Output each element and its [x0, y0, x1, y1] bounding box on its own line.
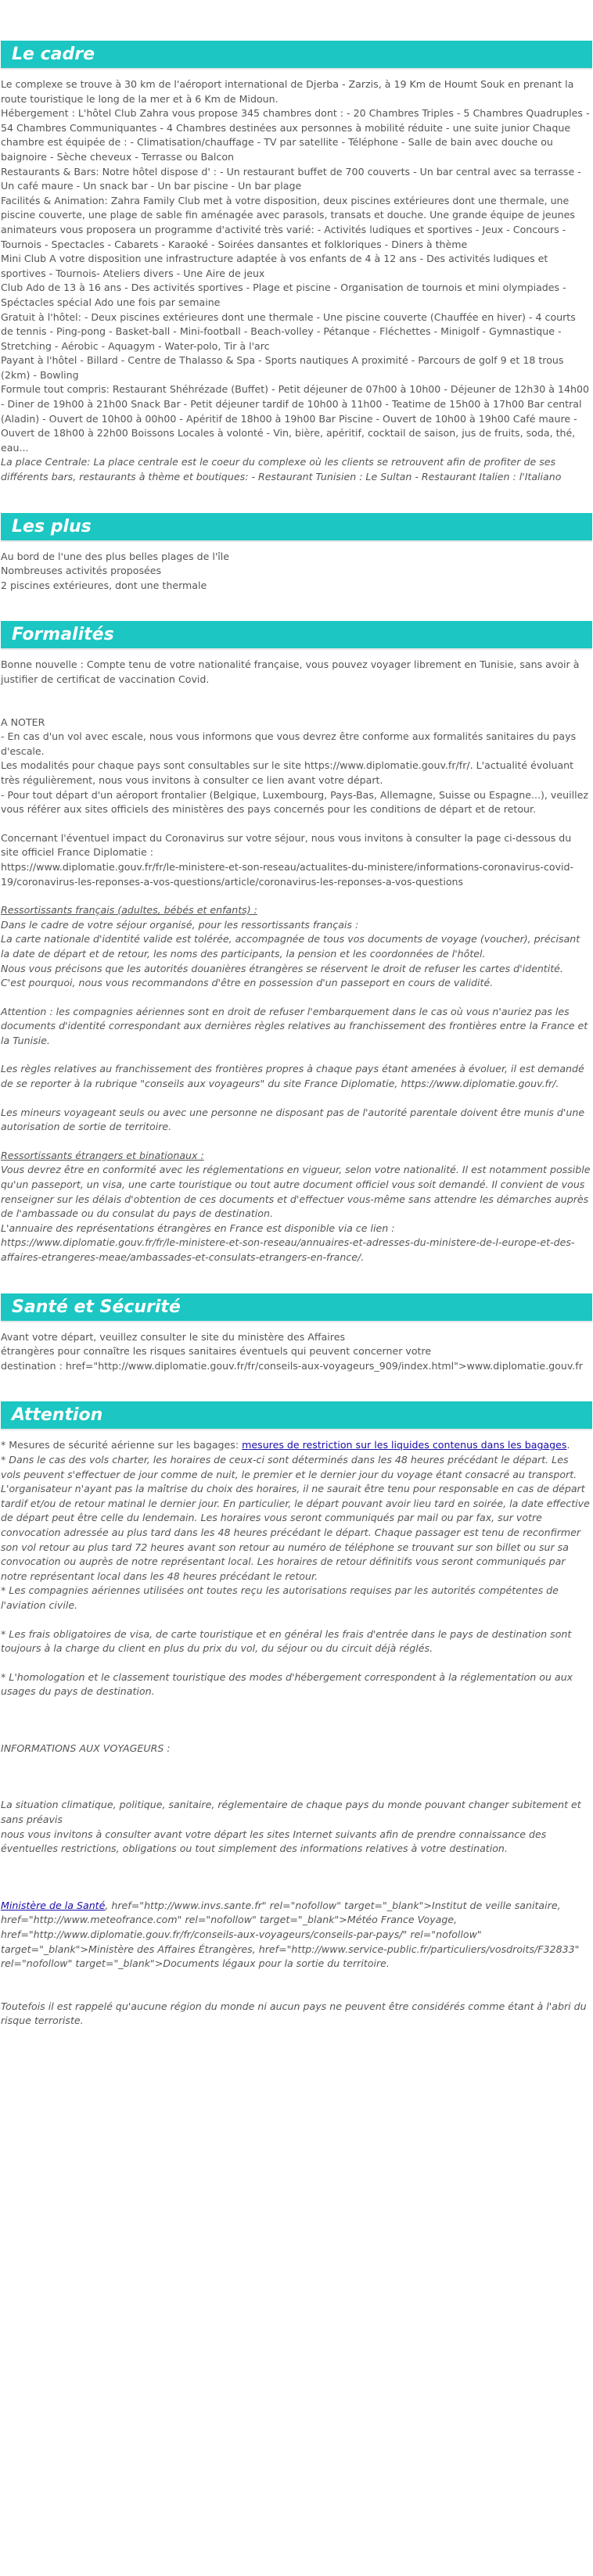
- attention-note: Attention : les compagnies aériennes sont en droit de refuser l'embarquement dans le cas où vous n'auriez pas les documents d'identité correspondant aux dernières règles relatives au franchissement des frontières entre la France et la Tunisie.: [1, 1005, 588, 1046]
- etr-line: L'annuaire des représentations étrangères en France est disponible via ce lien :: [1, 1222, 395, 1234]
- situation-line: nous vous invitons à consulter avant votre départ les sites Internet suivants afin de prendre connaissance des éventuelles restrictions, obligations ou tout simplement des informations relatives à votre destination.: [1, 1828, 547, 1855]
- etr-line: https://www.diplomatie.gouv.fr/fr/le-ministere-et-son-reseau/annuaires-et-adresses-du-ministere-de-l-europe-et-des-affaires-etrangeres-meae/ambassades-et-consulats-etrangers-en-france/.: [1, 1236, 575, 1263]
- terrorisme-note: Toutefois il est rappelé qu'aucune région du monde ni aucun pays ne peuvent être considérés comme étant à l'abri du risque terroriste.: [1, 2000, 587, 2027]
- cadre-line: Mini Club A votre disposition une infrastructure adaptée à vos enfants de 4 à 12 ans - Des activités ludiques et sportives - Tournois- Ateliers divers - Une Aire de jeux: [1, 253, 548, 279]
- bagages-prefix: * Mesures de sécurité aérienne sur les bagages:: [1, 1439, 243, 1451]
- bagages-restriction-link[interactable]: mesures de restriction sur les liquides contenus dans les bagages: [242, 1439, 567, 1451]
- plus-content: [1, 550, 592, 594]
- cadre-line: Payant à l'hôtel - Billard - Centre de Thalasso & Spa - Sports nautiques A proximité - Parcours de golf 9 et 18 trous (2km) - Bowling: [1, 354, 564, 381]
- etr-title: Ressortissants étrangers et binationaux :: [1, 1149, 204, 1161]
- plus-item: Nombreuses activités proposées: [1, 565, 162, 577]
- sante-links-rest: , href="http://www.invs.sante.fr" rel="nofollow" target="_blank">Institut de veille sanitaire, href="http://www.meteofrance.com" rel="nofollow" target="_blank">Météo France Voyage, href="http://www.diplomatie.gouv.fr/fr/conseils-aux-voyageurs/conseils-par-pays/" rel="nofollow" target="_blank">Ministère des Affaires Étrangères, href="http://www.service-public.fr/particuliers/vosdroits/F32833" rel="nofollow" target="_blank">Documents légaux pour la sortie du territoire.: [1, 1899, 580, 1970]
- section-title-cadre: Le cadre: [1, 41, 592, 70]
- cadre-content: [1, 77, 592, 485]
- fr-line: Dans le cadre de votre séjour organisé, pour les ressortissants français :: [1, 918, 359, 931]
- homologation-note: * L'homologation et le classement touristique des modes d'hébergement correspondent à la réglementation ou aux usages du pays de destination.: [1, 1670, 573, 1698]
- charter-note: * Dans le cas des vols charter, les horaires de ceux-ci sont déterminés dans les 48 heures précédant le départ. Les vols peuvent s'effectuer de jour comme de nuit, le premier et le dernier jour du voyage étant consacré au transport. L'organisateur n'ayant pas la maîtrise du choix des horaires, il ne saurait être tenu pour responsable en cas de départ tardif et/ou de retour matinal le dernier jour. En particulier, le départ pouvant avoir lieu tard en soirée, la date effective de départ peut être celle du lendemain. Les horaires vous seront communiqués par mail ou par fax, sur votre convocation adressée au plus tard dans les 48 heures précédant le départ. Chaque passager est tenu de reconfirmer son vol retour au plus tard 72 heures avant son retour au numéro de téléphone se trouvant sur son billet ou sur sa convocation ou auprès de notre représentant local. Les horaires de retour définitifs vous seront communiqués par notre représentant local dans les 48 heures précédant le retour.: [1, 1453, 590, 1582]
- bagages-line: [1, 1438, 591, 1453]
- info-voyageurs-title: INFORMATIONS AUX VOYAGEURS :: [1, 1742, 171, 1754]
- noter-line: Les modalités pour chaque pays sont consultables sur le site https://www.diplomatie.gouv.fr/fr/. L'actualité évoluant très régulièrement, nous vous invitons à consulter ce lien avant votre départ.: [1, 759, 574, 786]
- securite-content: [1, 1330, 592, 1374]
- cadre-line: Gratuit à l'hôtel: - Deux piscines extérieures dont une thermale - Une piscine couverte (Chauffée en hiver) - 4 courts de tennis - Ping-pong - Basket-ball - Mini-football - Beach-volley - Pétanque - Fléchettes - Minigolf - Gymnastique - Stretching - Aérobic - Aquagym - Water-polo, Tir à l'arc: [1, 310, 576, 352]
- securite-line: Avant votre départ, veuillez consulter le site du ministère des Affaires: [1, 1330, 346, 1343]
- noter-title: A NOTER: [1, 716, 45, 728]
- section-title-formalites: Formalités: [1, 621, 592, 650]
- plus-item: 2 piscines extérieures, dont une thermale: [1, 579, 207, 591]
- noter-line: - Pour tout départ d'un aéroport frontalier (Belgique, Luxembourg, Pays-Bas, Allemagne, Suisse ou Espagne...), veuillez vous référer aux sites officiels des ministères des pays concernés pour les conditions de départ et de retour.: [1, 788, 588, 816]
- fr-line: Nous vous précisons que les autorités douanières étrangères se réservent le droit de refuser les cartes d'identité. C'est pourquoi, nous vous recommandons d'être en possession d'un passeport en cours de validité.: [1, 962, 563, 989]
- corona-line: Concernant l'éventuel impact du Coronavirus sur votre séjour, nous vous invitons à consulter la page ci-dessous du site officiel France Diplomatie :: [1, 831, 572, 859]
- fr-title: Ressortissants français (adultes, bébés et enfants) :: [1, 904, 257, 917]
- attention-content: [1, 1438, 592, 2029]
- fr-line: La carte nationale d'identité valide est tolérée, accompagnée de tous vos documents de voyage (voucher), précisant la date de départ et de retour, les noms des participants, la pension et les coordonnées de l'hôtel.: [1, 933, 580, 960]
- frais-note: * Les frais obligatoires de visa, de carte touristique et en général les frais d'entrée dans le pays de destination sont toujours à la charge du client en plus du prix du vol, du séjour ou du circuit déjà réglés.: [1, 1627, 572, 1655]
- sante-links-line: [1, 1899, 591, 1971]
- noter-line: - En cas d'un vol avec escale, nous vous informons que vous devrez être conforme aux formalités sanitaires du pays d'escale.: [1, 730, 577, 757]
- section-title-plus: Les plus: [1, 513, 592, 542]
- section-title-securite: Santé et Sécurité: [1, 1293, 592, 1322]
- cadre-line: Le complexe se trouve à 30 km de l'aéroport international de Djerba - Zarzis, à 19 Km de Houmt Souk en prenant la route touristique le long de la mer et à 6 Km de Midoun.: [1, 78, 574, 105]
- section-title-attention: Attention: [1, 1401, 592, 1430]
- securite-line: destination : href="http://www.diplomatie.gouv.fr/fr/conseils-aux-voyageurs_909/index.html">www.diplomatie.gouv.fr: [1, 1359, 583, 1372]
- plus-item: Au bord de l'une des plus belles plages de l'île: [1, 550, 230, 562]
- cadre-line: Restaurants & Bars: Notre hôtel dispose d' : - Un restaurant buffet de 700 couverts - Un bar central avec sa terrasse - Un café maure - Un snack bar - Un bar piscine - Un bar plage: [1, 165, 581, 192]
- securite-line: étrangères pour connaître les risques sanitaires éventuels qui peuvent concerner votre: [1, 1345, 432, 1358]
- page: [0, 41, 593, 2044]
- mineurs-note: Les mineurs voyageant seuls ou avec une personne ne disposant pas de l'autorité parentale doivent être munis d'une autorisation de sortie de territoire.: [1, 1106, 585, 1133]
- formalites-intro: Bonne nouvelle : Compte tenu de votre nationalité française, vous pouvez voyager librement en Tunisie, sans avoir à justifier de certificat de vaccination Covid.: [1, 658, 580, 685]
- cadre-line: La place Centrale: La place centrale est le coeur du complexe où les clients se retrouvent afin de profiter de ses différents bars, restaurants à thème et boutiques: - Restaurant Tunisien : Le Sultan - Restaurant Italien : l'Italiano: [1, 456, 562, 483]
- etr-line: Vous devrez être en conformité avec les réglementations en vigueur, selon votre nationalité. Il est notamment possible qu'un passeport, un visa, une carte touristique ou tout autre document officiel vous soit demandé. Il convient de vous renseigner sur les délais d'obtention de ces documents et d'effectuer vous-même sans attendre les démarches auprès de l'ambassade ou du consulat du pays de destination.: [1, 1164, 591, 1220]
- cadre-line: Club Ado de 13 à 16 ans - Des activités sportives - Plage et piscine - Organisation de tournois et mini olympiades - Spéctacles spécial Ado une fois par semaine: [1, 282, 566, 308]
- cadre-line: Facilités & Animation: Zahra Family Club met à votre disposition, deux piscines extérieures dont une thermale, une piscine couverte, une plage de sable fin aménagée avec parasols, transats et douche. Une grande équipe de jeunes animateurs vous proposera un programme d'activité très varié: - Activités ludiques et sportives - Jeux - Concours - Tournois - Spectacles - Cabarets - Karaoké - Soirées dansantes et folkloriques - Diners à thème: [1, 194, 575, 250]
- cadre-line: Hébergement : L'hôtel Club Zahra vous propose 345 chambres dont : - 20 Chambres Triples - 5 Chambres Quadruples - 54 Chambres Communiquantes - 4 Chambres destinées aux personnes à mobilité réduite - une suite junior Chaque chambre est équipée de : - Climatisation/chauffage - TV par satellite - Téléphone - Salle de bain avec douche ou baignoire - Sèche cheveux - Terrasse ou Balcon: [1, 107, 590, 163]
- bagages-suffix: .: [566, 1439, 570, 1451]
- corona-link-text: https://www.diplomatie.gouv.fr/fr/le-ministere-et-son-reseau/actualites-du-ministere/informations-coronavirus-covid-19/coronavirus-les-reponses-a-vos-questions/article/coronavirus-les-reponses-a-vos-questions: [1, 860, 574, 888]
- ministere-sante-link[interactable]: Ministère de la Santé: [1, 1899, 106, 1911]
- compagnies-note: * Les compagnies aériennes utilisées ont toutes reçu les autorisations requises par les autorités compétentes de l'aviation civile.: [1, 1584, 559, 1611]
- cadre-line: Formule tout compris: Restaurant Shéhrézade (Buffet) - Petit déjeuner de 07h00 à 10h00 - Déjeuner de 12h30 à 14h00 - Diner de 19h00 à 21h00 Snack Bar - Petit déjeuner tardif de 10h00 à 11h00 - Teatime de 15h00 à 17h00 Bar central (Aladin) - Ouvert de 10h00 à 00h00 - Apéritif de 18h00 à 19h00 Bar Piscine - Ouvert de 10h00 à 19h00 Café maure - Ouvert de 18h00 à 22h00 Boissons Locales à volonté - Vin, bière, apéritif, cocktail de saison, jus de fruits, soda, thé, eau...: [1, 383, 589, 454]
- formalites-content: [1, 658, 592, 1265]
- situation-line: La situation climatique, politique, sanitaire, réglementaire de chaque pays du monde pouvant changer subitement et sans préavis: [1, 1799, 581, 1826]
- regles-note: Les règles relatives au franchissement des frontières propres à chaque pays étant amenées à évoluer, il est demandé de se reporter à la rubrique "conseils aux voyageurs" du site France Diplomatie, https://www.diplomatie.gouv.fr/.: [1, 1063, 584, 1090]
